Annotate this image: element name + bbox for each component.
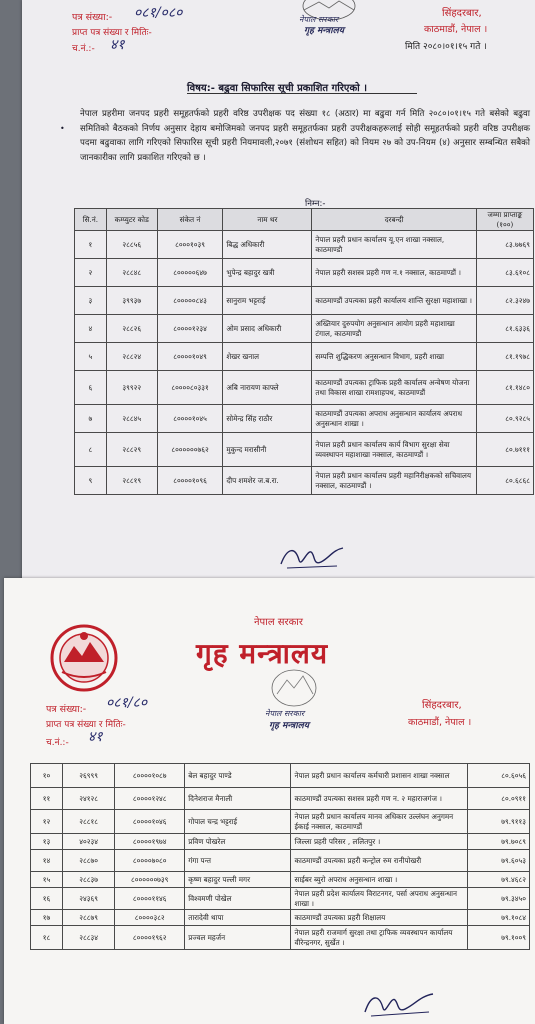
cell-post: जिल्ला प्रहरी परिसर , ललितपुर । — [291, 834, 467, 850]
recommendation-table-2 — [30, 763, 530, 950]
dispatch-value: ४१ — [110, 37, 125, 53]
cell-post: काठमाण्डौं उपत्यका सशस्त्र प्रहरी गण न. २ महाराजगंज । — [291, 788, 467, 810]
letter-subject: विषय:- बढुवा सिफारिस सूची प्रकाशित गरिएको । — [187, 83, 367, 94]
cell-post: नेपाल प्रहरी प्रधान कार्यालय कार्य विभाग सुरक्षा सेवा व्यवस्थापन महाशाखा नक्साल, काठमाण्डौं । — [312, 433, 476, 467]
cell-sn: ६ — [75, 371, 107, 405]
signature-icon — [359, 988, 439, 1022]
cell-name: ओम प्रसाद अधिकारी — [223, 315, 312, 343]
cell-score: ७९.३४५० — [467, 888, 529, 910]
cell-computer-code: ३९९२२ — [106, 371, 157, 405]
emblem-caption-2: गृह मन्त्रालय — [304, 26, 344, 36]
cell-symbol-no: ८००००१९७४ — [115, 834, 185, 850]
cell-sn: १० — [31, 764, 63, 788]
header-total-score: जम्मा प्राप्ताङ्क (१००) — [476, 209, 533, 231]
cell-computer-code: २८८३४ — [63, 926, 115, 950]
cell-name: कृष्ण बहादुर पल्ली मगर — [185, 872, 291, 888]
cell-name: सोमेन्द्र सिंह राठौर — [223, 405, 312, 433]
cell-computer-code: २८८२६ — [106, 315, 157, 343]
list-caption: निम्न:- — [305, 199, 326, 209]
cell-score: ८३.७७६९ — [476, 231, 533, 259]
dispatch-value: ४१ — [88, 729, 103, 745]
cell-name: मुकुन्द मरासीनी — [223, 433, 312, 467]
cell-score: ८२.३२४७ — [476, 287, 533, 315]
dispatch-label: च.नं.:- — [46, 738, 69, 748]
cell-symbol-no: ८०००१०३९ — [157, 231, 223, 259]
cell-computer-code: २८८४८ — [106, 259, 157, 287]
cell-score: ८३.६१०८ — [476, 259, 533, 287]
cell-name: विश्वमणी पोखेल — [185, 888, 291, 910]
cell-post: काठमाण्डौं उपत्यका प्रहरी शिक्षालय — [291, 910, 467, 926]
table-row — [31, 850, 530, 872]
cell-symbol-no: ८०००००६४७ — [157, 259, 223, 287]
table-row — [75, 287, 534, 315]
cell-sn: ९ — [75, 467, 107, 495]
cell-score: ८१.१९७८ — [476, 343, 533, 371]
letterhead-ministry: गृह मन्त्रालय — [196, 637, 329, 670]
cell-name: भुपेन्द्र बहादुर खत्री — [223, 259, 312, 287]
table-row — [75, 371, 534, 405]
cell-sn: १३ — [31, 834, 63, 850]
prev-ref-label: प्राप्त पत्र संख्या र मितिः- — [46, 720, 126, 730]
table-row — [31, 910, 530, 926]
cell-score: ८०.६०५६ — [467, 764, 529, 788]
cell-sn: १४ — [31, 850, 63, 872]
table-row — [75, 231, 534, 259]
table-row — [31, 872, 530, 888]
cell-computer-code: २८८४५ — [106, 405, 157, 433]
cell-name: सानुराम भट्टराई — [223, 287, 312, 315]
cell-name: गंगा पन्त — [185, 850, 291, 872]
cell-post: नेपाल प्रहरी प्रधान कार्यालय यू.एन शाखा नक्साल, काठमाण्डौ — [312, 231, 476, 259]
table-row — [31, 764, 530, 788]
cell-symbol-no: ८००००१०४५ — [157, 405, 223, 433]
cell-symbol-no: ८००००१०४६ — [115, 810, 185, 834]
cell-sn: १८ — [31, 926, 63, 950]
subject-underline — [187, 93, 417, 94]
cell-symbol-no: ८००००८०३३१ — [157, 371, 223, 405]
cell-computer-code: २४१२८ — [63, 788, 115, 810]
cell-sn: १ — [75, 231, 107, 259]
table-row — [75, 433, 534, 467]
letterhead-government: नेपाल सरकार — [254, 617, 303, 628]
cell-name: अबि नारायण काफ्ले — [223, 371, 312, 405]
cell-symbol-no: ८००००१२४८ — [115, 788, 185, 810]
cell-computer-code: २४३६९ — [63, 888, 115, 910]
cell-sn: ५ — [75, 343, 107, 371]
cell-post: नेपाल प्रहरी सशस्त्र प्रहरी गण न.१ नक्साल, काठमाण्डौं । — [312, 259, 476, 287]
table-header-row — [75, 209, 534, 231]
table-row — [75, 467, 534, 495]
cell-name: बेल बहादुर पाण्डे — [185, 764, 291, 788]
cell-score: ७९.६०५३ — [467, 850, 529, 872]
margin-dot: • — [60, 124, 65, 133]
nepal-coat-of-arms-icon — [44, 622, 124, 694]
ref-no-value: ०८१/०८० — [134, 5, 183, 21]
cell-symbol-no: ८००००७०८० — [115, 850, 185, 872]
address-line-1: सिंहदरबार, — [442, 8, 482, 19]
cell-symbol-no: ८००००१९६२ — [115, 926, 185, 950]
cell-symbol-no: ८००००००७६२ — [157, 433, 223, 467]
table-row — [75, 259, 534, 287]
cell-sn: १६ — [31, 888, 63, 910]
cell-computer-code: ४०२३४ — [63, 834, 115, 850]
table-row — [31, 926, 530, 950]
government-emblem-icon — [274, 0, 384, 36]
address-line-2: काठमाडौं, नेपाल । — [424, 24, 488, 35]
cell-name: बिद्ध अधिकारी — [223, 231, 312, 259]
cell-sn: २ — [75, 259, 107, 287]
ref-no-label: पत्र संख्या:- — [46, 704, 87, 715]
address-line-1: सिंहदरबार, — [422, 700, 462, 711]
cell-post: नेपाल प्रहरी प्रधान कार्यालय प्रहरी महानिरीक्षकको सचिवालय नक्साल, काठमाण्डौं । — [312, 467, 476, 495]
cell-post: काठमाण्डौं उपत्यका प्रहरी कार्यालय शान्ति सुरक्षा महाशाखा । — [312, 287, 476, 315]
cell-computer-code: २८८३७ — [63, 872, 115, 888]
ref-no-value: ०८१/८० — [106, 695, 148, 711]
cell-computer-code: ३९९३७ — [106, 287, 157, 315]
cell-post: अख्तियार दुरुपयोग अनुसन्धान आयोग प्रहरी महाशाखा टंगाल, काठमाण्डौ — [312, 315, 476, 343]
cell-post: काठमाण्डौं उपत्यका ट्राफिक प्रहरी कार्यालय अन्वेषण योजना तथा विकास शाखा रामशाहपथ, काठमाण्डौं — [312, 371, 476, 405]
cell-sn: ४ — [75, 315, 107, 343]
cell-symbol-no: ८००००१२३४ — [157, 315, 223, 343]
emblem-caption-1: नेपाल सरकार — [299, 15, 339, 24]
cell-computer-code: २८८१९ — [106, 467, 157, 495]
cell-post: साईबर ब्युरो अपराध अनुसन्धान शाखा । — [291, 872, 467, 888]
prev-ref-label: प्राप्त पत्र संख्या र मितिः- — [72, 28, 152, 38]
letter-date: मिति २०८०।०१।१५ गते । — [405, 42, 487, 52]
cell-sn: १७ — [31, 910, 63, 926]
letter-body: नेपाल प्रहरीमा जनपद प्रहरी समूहतर्फको प्रहरी वरिष्ठ उपरीक्षक पद संख्या १८ (अठार) मा बढुवा गर्न मिति २०८०।०१।१५ गते बसेको बढुवा समितिको बैठकको निर्णय अनुसार देहाय बमोजिमको जनपद प्रहरी समूहतर्फका प्रहरी उपरीक्षकहरूलाई सोही समूहतर्फको प्रहरी वरिष्ठ उपरीक्षक पदमा बढुवाका लागि गरिएको सिफारिस सूची प्रहरी नियमावली,२०७१ (संशोधन सहित) को नियम २७ को उप-नियम (४) अनुसार सम्बन्धित सबैको जानकारीका लागि प्रकाशित गरिएको छ । — [80, 109, 530, 163]
cell-score: ८१.१४८० — [476, 371, 533, 405]
signature-icon — [277, 540, 347, 574]
cell-symbol-no: ८००००१०४९ — [157, 343, 223, 371]
government-emblem-icon — [259, 668, 329, 732]
cell-post: सम्पत्ति शुद्धिकरण अनुसन्धान विभाग, प्रहरी शाखा — [312, 343, 476, 371]
cell-computer-code: २८८१८ — [63, 810, 115, 834]
cell-name: दिनेशराज मैनाली — [185, 788, 291, 810]
header-symbol-no: संकेत नं — [157, 209, 223, 231]
cell-symbol-no: ८००००००७३९ — [115, 872, 185, 888]
cell-computer-code: २८८७० — [63, 850, 115, 872]
cell-score: ८०.९२८५ — [476, 405, 533, 433]
cell-post: नेपाल प्रहरी प्रधान कार्यालय मानव अधिकार उल्लंघन अनुगमन ईकाई नक्साल, काठमाण्डौं — [291, 810, 467, 834]
cell-score: ८०.०९११ — [467, 788, 529, 810]
cell-symbol-no: ८०००००८४३ — [157, 287, 223, 315]
cell-symbol-no: ८००००१०९६ — [157, 467, 223, 495]
cell-sn: १५ — [31, 872, 63, 888]
cell-computer-code: २८८५६ — [106, 231, 157, 259]
cell-sn: ७ — [75, 405, 107, 433]
table-row — [75, 405, 534, 433]
cell-score: ७९.७०८९ — [467, 834, 529, 850]
cell-score: ८०.६८६८ — [476, 467, 533, 495]
table-row — [31, 788, 530, 810]
letter-page-1 — [22, 0, 535, 585]
cell-name: शेखर खनाल — [223, 343, 312, 371]
cell-sn: १२ — [31, 810, 63, 834]
recommendation-table-1 — [74, 208, 534, 495]
cell-post: काठमाण्डौं उपत्यका प्रहरी कन्ट्रोल रुम रानीपोखरी — [291, 850, 467, 872]
cell-post: नेपाल प्रहरी प्रधान कार्यालय कर्मचारी प्रशासन शाखा नक्साल — [291, 764, 467, 788]
cell-symbol-no: ८००००३८२ — [115, 910, 185, 926]
cell-sn: ११ — [31, 788, 63, 810]
header-computer-code: कम्प्युटर कोड — [106, 209, 157, 231]
cell-symbol-no: ८००००१०८७ — [115, 764, 185, 788]
table-row — [75, 315, 534, 343]
header-post: दरबन्दी — [312, 209, 476, 231]
cell-post: काठमाण्डौं उपत्यका अपराध अनुसन्धान कार्यालय अपराध अनुसन्धान शाखा । — [312, 405, 476, 433]
cell-computer-code: २६९९९ — [63, 764, 115, 788]
letter-page-2 — [4, 578, 535, 1024]
header-name: नाम थर — [223, 209, 312, 231]
cell-name: गोपाल चन्द्र भट्टराई — [185, 810, 291, 834]
cell-score: ८१.६३३६ — [476, 315, 533, 343]
cell-score: ७९.४६८२ — [467, 872, 529, 888]
cell-computer-code: २८८७९ — [63, 910, 115, 926]
emblem-caption-2: गृह मन्त्रालय — [269, 721, 309, 731]
table-row — [31, 834, 530, 850]
cell-sn: ८ — [75, 433, 107, 467]
cell-name: प्रविण पोखरेल — [185, 834, 291, 850]
table-row — [31, 888, 530, 910]
table-row — [31, 810, 530, 834]
cell-post: नेपाल प्रहरी राजमार्ग सुरक्षा तथा ट्राफिक व्यवस्थापन कार्यालय वीरेन्द्रनगर, सुर्खेत । — [291, 926, 467, 950]
emblem-caption-1: नेपाल सरकार — [265, 709, 305, 718]
cell-name: तारादेवी थापा — [185, 910, 291, 926]
cell-name: दीप शमशेर ज.ब.रा. — [223, 467, 312, 495]
dispatch-label: च.नं.:- — [72, 44, 95, 54]
cell-score: ७९.१००९ — [467, 926, 529, 950]
ref-no-label: पत्र संख्या:- — [72, 12, 113, 23]
cell-symbol-no: ८००००११४६ — [115, 888, 185, 910]
cell-computer-code: २८८२४ — [106, 343, 157, 371]
cell-score: ७९.१०८४ — [467, 910, 529, 926]
header-sn: सि.नं. — [75, 209, 107, 231]
cell-score: ८०.७१११ — [476, 433, 533, 467]
cell-sn: ३ — [75, 287, 107, 315]
cell-score: ७९.९११३ — [467, 810, 529, 834]
cell-post: नेपाल प्रहरी प्रदेश कार्यालय विराटनगर, पर्सा अपराध अनुसन्धान शाखा । — [291, 888, 467, 910]
table-row — [75, 343, 534, 371]
address-line-2: काठमाडौं, नेपाल । — [408, 717, 472, 728]
cell-name: प्रज्वल महर्जन — [185, 926, 291, 950]
cell-computer-code: २८८२९ — [106, 433, 157, 467]
